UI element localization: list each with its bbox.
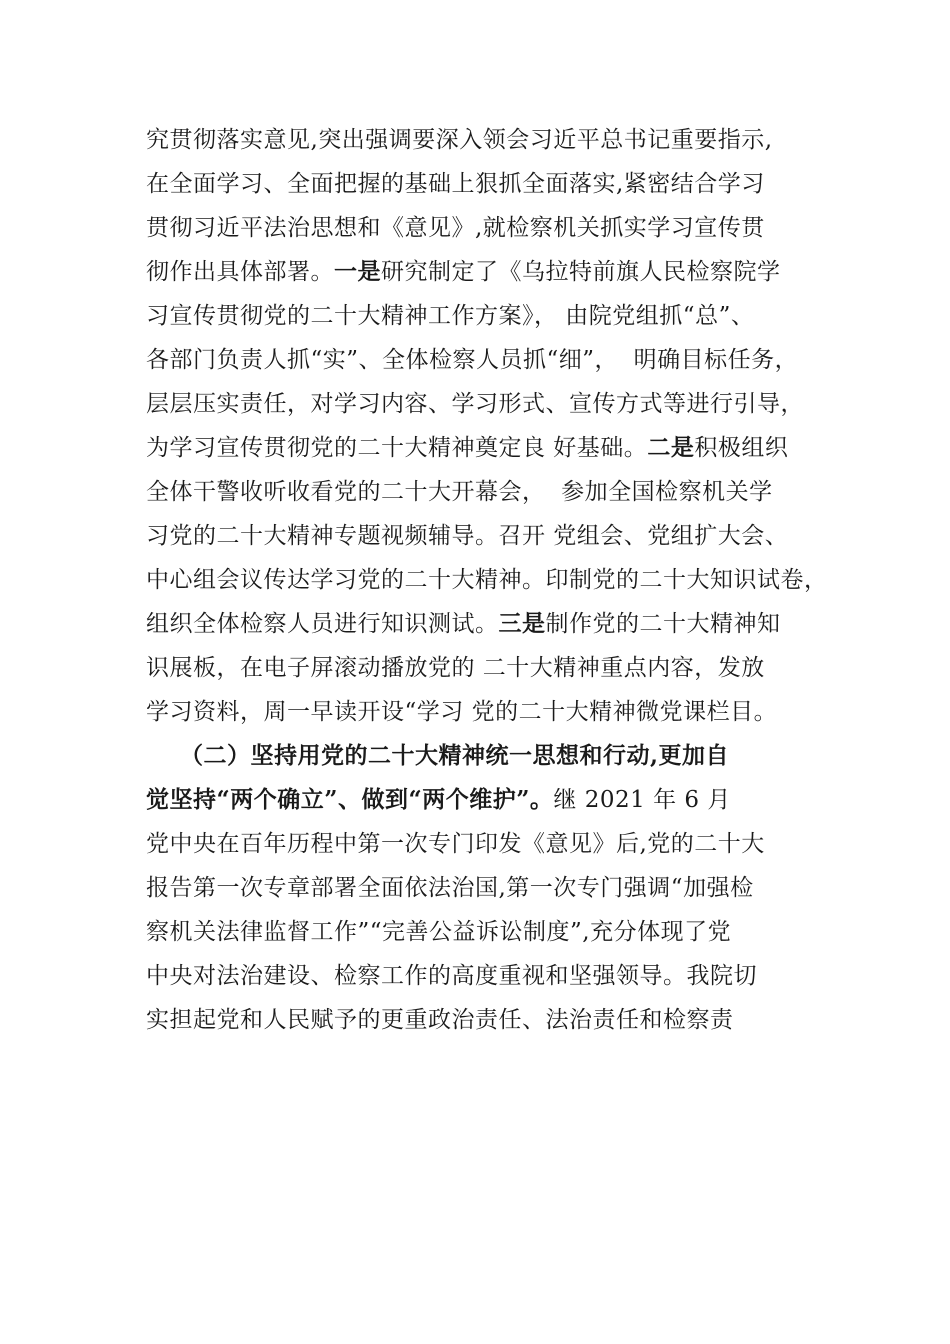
body-line: 察机关法律监督工作”“完善公益诉讼制度”,充分体现了党 bbox=[146, 919, 732, 945]
body-line: 究贯彻落实意见,突出强调要深入领会习近平总书记重要指示, bbox=[146, 127, 773, 153]
body-line: 习宣传贯彻党的二十大精神工作方案》， 由院党组抓“总”、 bbox=[146, 303, 755, 329]
section-heading: （二）坚持用党的二十大精神统一思想和行动,更加自 bbox=[146, 742, 730, 769]
body-line: 组织全体检察人员进行知识测试。三是制作党的二十大精神知 bbox=[146, 610, 781, 637]
body-line: 中心组会议传达学习党的二十大精神。印制党的二十大知识试卷， bbox=[146, 567, 828, 593]
bold-marker: 一是 bbox=[334, 258, 381, 285]
body-line: 各部门负责人抓“实”、全体检察人员抓“细”， 明确目标任务， bbox=[146, 347, 799, 373]
body-line: 层层压实责任，对学习内容、学习形式、宣传方式等进行引导， bbox=[146, 391, 804, 417]
body-line: 中央对法治建设、检察工作的高度重视和坚强领导。我院切 bbox=[146, 963, 757, 989]
body-line: 习党的二十大精神专题视频辅导。召开 党组会、党组扩大会、 bbox=[146, 523, 789, 549]
body-line: 实担起党和人民赋予的更重政治责任、法治责任和检察责 bbox=[146, 1007, 734, 1033]
bold-marker: 三是 bbox=[498, 610, 546, 637]
body-line: 在全面学习、全面把握的基础上狠抓全面落实,紧密结合学习 bbox=[146, 171, 765, 197]
body-line: 识展板，在电子屏滚动播放党的 二十大精神重点内容，发放 bbox=[146, 655, 765, 681]
body-line: 学习资料，周一早读开设“学习 党的二十大精神微党课栏目。 bbox=[146, 699, 778, 725]
body-line: 报告第一次专章部署全面依法治国,第一次专门强调“加强检 bbox=[146, 875, 754, 901]
section-heading-continued: 觉坚持“两个确立”、做到“两个维护”。 bbox=[146, 786, 554, 813]
body-line: 觉坚持“两个确立”、做到“两个维护”。继 2021 年 6 月 bbox=[146, 786, 731, 813]
body-line: 为学习宣传贯彻党的二十大精神奠定良 好基础。二是积极组织 bbox=[146, 434, 789, 461]
body-line: 全体干警收听收看党的二十大开幕会， 参加全国检察机关学 bbox=[146, 479, 773, 505]
bold-marker: 二是 bbox=[647, 434, 695, 461]
body-line: 彻作出具体部署。一是研究制定了《乌拉特前旗人民检察院学 bbox=[146, 258, 781, 285]
body-line: 贯彻习近平法治思想和《意见》,就检察机关抓实学习宣传贯 bbox=[146, 215, 765, 241]
body-line: 党中央在百年历程中第一次专门印发《意见》后,党的二十大 bbox=[146, 831, 765, 857]
